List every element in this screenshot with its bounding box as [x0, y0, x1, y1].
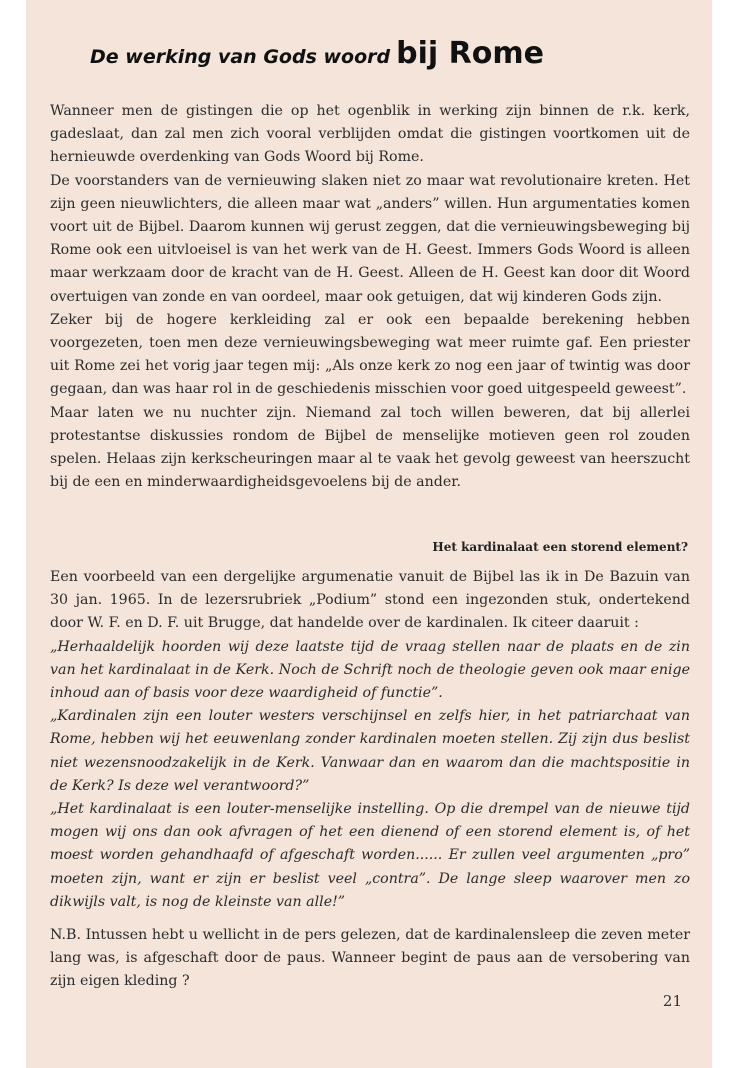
section-cardinals — [50, 566, 690, 994]
page-number: 21 — [662, 992, 682, 1010]
paragraph: De voorstanders van de vernieuwing slaken niet zo maar wat revolutionaire kreten. Het zijn geen nieuwlichters, die alleen maar wat „anders” willen. Hun argumentaties komen voort uit de Bijbel. Daarom kunnen wij gerust zeggen, dat die vernieuwingsbeweging bij Rome ook een uitvloeisel is van het werk van de H. Geest. Immers Gods Woord is alleen maar werkzaam door de kracht van de H. Geest. Alleen de H. Geest kan door dit Woord overtuigen van zonde en van oordeel, maar ook getuigen, dat wij kinderen Gods zijn. — [50, 172, 690, 305]
title-bold: bij Rome — [396, 36, 544, 71]
title-lead: De werking van Gods woord — [90, 46, 391, 68]
paragraph: Wanneer men de gistingen die op het ogenblik in werking zijn binnen de r.k. kerk, gadeslaat, dan zal men zich vooral verblijden omdat die gistingen voortkomen uit de hernieuwde overdenking van Gods Woord bij Rome. — [50, 103, 690, 166]
paragraph: Een voorbeeld van een dergelijke argumenatie vanuit de Bijbel las ik in De Bazuin van 30 jan. 1965. In de lezersrubriek „Podium” stond een ingezonden stuk, ondertekend door W. F. en D. F. uit Brugge, dat handelde over de kardinalen. Ik citeer daaruit : — [50, 569, 690, 632]
page — [26, 0, 712, 1068]
nb-note: N.B. Intussen hebt u wellicht in de pers gelezen, dat de kardinalensleep die zeven meter lang was, is afgeschaft door de paus. Wanneer begint de paus aan de versobering van zijn eigen kleding ? — [50, 927, 690, 990]
paragraph: Maar laten we nu nuchter zijn. Niemand zal toch willen beweren, dat bij allerlei protestantse diskussies rondom de Bijbel de menselijke motieven geen rol zouden spelen. Helaas zijn kerkscheuringen maar al te vaak het gevolg geweest van heerszucht bij de een en minderwaardigheidsgevoelens bij de ander. — [50, 404, 690, 491]
quote: „Kardinalen zijn een louter westers verschijnsel en zelfs hier, in het patriarchaat van Rome, hebben wij het eeuwenlang zonder kardinalen moeten stellen. Zij zijn dus beslist niet wezensnoodzakelijk in de Kerk. Vanwaar dan en waarom dan die machtspositie in de Kerk? Is deze wel verantwoord?” — [50, 708, 690, 794]
section-intro — [50, 100, 690, 494]
quote: „Herhaaldelijk hoorden wij deze laatste tijd de vraag stellen naar de plaats en de zin van het kardinalaat in de Kerk. Noch de Schrift noch de theologie geven ook maar enige inhoud aan of basis voor deze waardigheid of functie”. — [50, 638, 690, 702]
paragraph: Zeker bij de hogere kerkleiding zal er ook een bepaalde berekening hebben voorgezeten, toen men deze vernieuwingsbeweging wat meer ruimte gaf. Een priester uit Rome zei het vorig jaar tegen mij: „Als onze kerk zo nog een jaar of twintig was door gegaan, dan was haar rol in de geschiedenis misschien voor goed uitgespeeld geweest”. — [50, 311, 690, 398]
page-title — [90, 36, 710, 71]
section-heading: Het kardinalaat een storend element? — [432, 540, 688, 554]
quote: „Het kardinalaat is een louter-menselijke instelling. Op die drempel van de nieuwe tijd mogen wij ons dan ook afvragen of het een dienend of een storend element is, of het moest worden gehandhaafd of afgeschaft worden...... Er zullen veel argumenten „pro” moeten zijn, want er zijn er beslist veel „contra”. De lange sleep waarover men zo dikwijls valt, is nog de kleinste van alle!” — [50, 801, 690, 910]
